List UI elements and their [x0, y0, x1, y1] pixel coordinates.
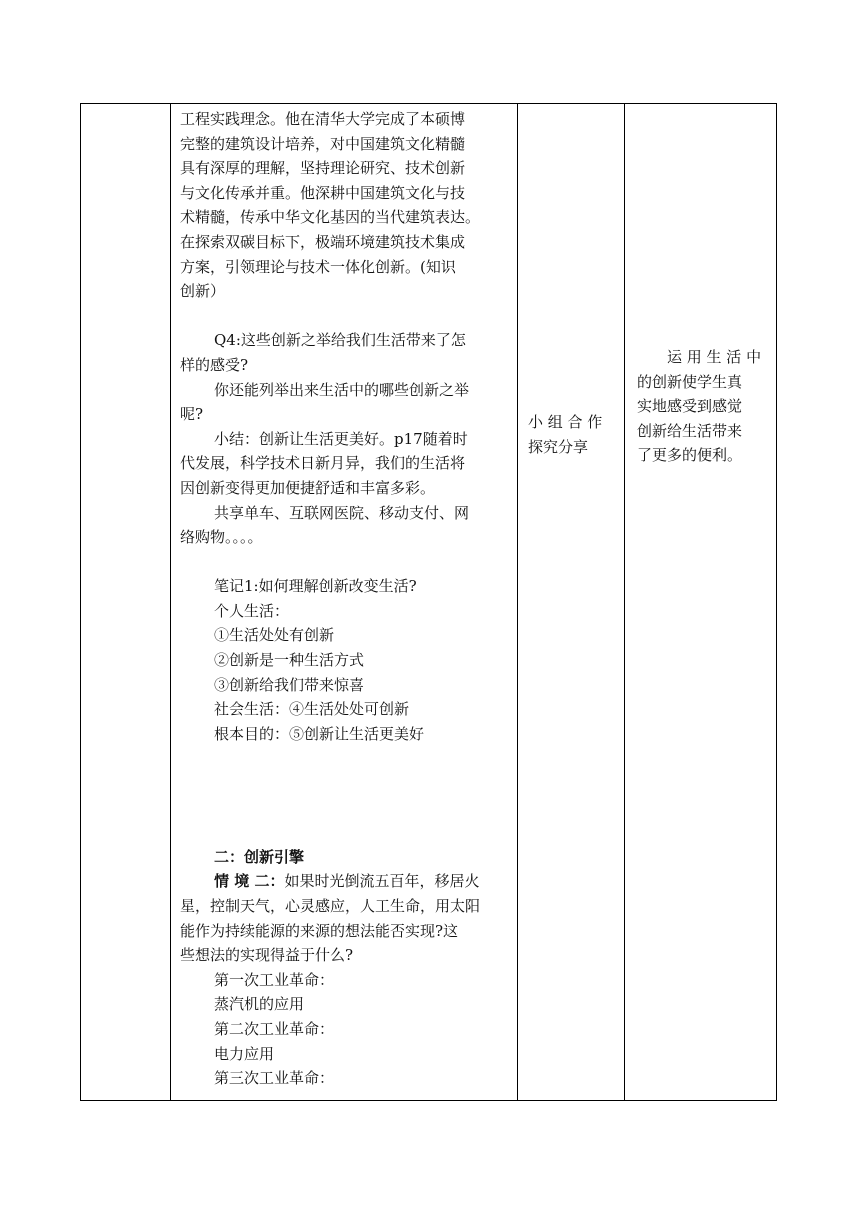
note-item: ②创新是一种生活方式 — [214, 651, 365, 670]
note-title: 笔记1:如何理解创新改变生活? — [214, 577, 417, 596]
note-item: 个人生活： — [214, 601, 290, 620]
note-item: 根本目的：⑤创新让生活更美好 — [214, 724, 425, 743]
note-item: ①生活处处有创新 — [214, 626, 335, 645]
text-line: 呢? — [180, 405, 204, 424]
revolution-label: 第二次工业革命： — [214, 1019, 335, 1038]
intent-text: 创新给生活带来 — [637, 421, 743, 440]
examples: 共享单车、互联网医院、移动支付、网 — [214, 503, 470, 522]
text-line: 工程实践理念。他在清华大学完成了本硕博 — [180, 110, 466, 128]
activity-text: 探究分享 — [528, 437, 589, 456]
question-q4: Q4:这些创新之举给我们生活带来了怎 — [214, 331, 466, 350]
intent-text: 了更多的便利。 — [637, 446, 743, 465]
revolution-label: 第一次工业革命： — [214, 970, 335, 989]
revolution-label: 第三次工业革命： — [214, 1069, 335, 1088]
text-line: 星，控制天气，心灵感应，人工生命，用太阳 — [180, 897, 481, 915]
text-line: 些想法的实现得益于什么? — [180, 946, 354, 965]
summary: 小结：创新让生活更美好。p17随着时 — [214, 429, 468, 448]
text-line: 样的感受? — [180, 355, 249, 374]
text-line: 能作为持续能源的来源的想法能否实现?这 — [180, 921, 459, 940]
activity-text: 小 组 合 作 — [528, 413, 603, 431]
text-line: 与文化传承并重。他深耕中国建筑文化与技 — [180, 183, 466, 202]
intent-text: 的创新使学生真 — [637, 372, 743, 391]
revolution-value: 蒸汽机的应用 — [214, 995, 305, 1014]
text-line: 络购物。。。。 — [180, 528, 263, 547]
scene-label: 情 境 二： — [214, 872, 285, 891]
text-line: 在探索双碳目标下，极端环境建筑技术集成 — [180, 232, 466, 251]
intent-text: 实地感受到感觉 — [637, 397, 743, 416]
design-intent-column — [625, 104, 777, 1100]
text-line: 代发展，科学技术日新月异，我们的生活将 — [180, 454, 466, 473]
note-item: ③创新给我们带来惊喜 — [214, 675, 365, 694]
note-item: 社会生活：④生活处处可创新 — [214, 700, 410, 719]
text-line: 术精髓，传承中华文化基因的当代建筑表达。 — [180, 208, 481, 227]
text-line: 方案，引领理论与技术一体化创新。(知识 — [180, 257, 456, 276]
student-activity-column — [518, 104, 624, 1100]
section-title: 二：创新引擎 — [214, 847, 305, 866]
intent-text: 运 用 生 活 中 — [667, 348, 762, 366]
teaching-content-column — [170, 104, 517, 1100]
question-ask: 你还能列举出来生活中的哪些创新之举 — [214, 380, 470, 399]
text-line: 完整的建筑设计培养，对中国建筑文化精髓 — [180, 134, 466, 153]
scene-two — [180, 869, 512, 894]
text-line: 因创新变得更加便捷舒适和丰富多彩。 — [180, 478, 436, 497]
lesson-table — [80, 103, 777, 1101]
text-line: 创新） — [180, 282, 226, 301]
text-line: 具有深厚的理解，坚持理论研究、技术创新 — [180, 159, 466, 178]
scene-text: 如果时光倒流五百年，移居火 — [284, 872, 480, 891]
revolution-value: 电力应用 — [214, 1044, 275, 1063]
